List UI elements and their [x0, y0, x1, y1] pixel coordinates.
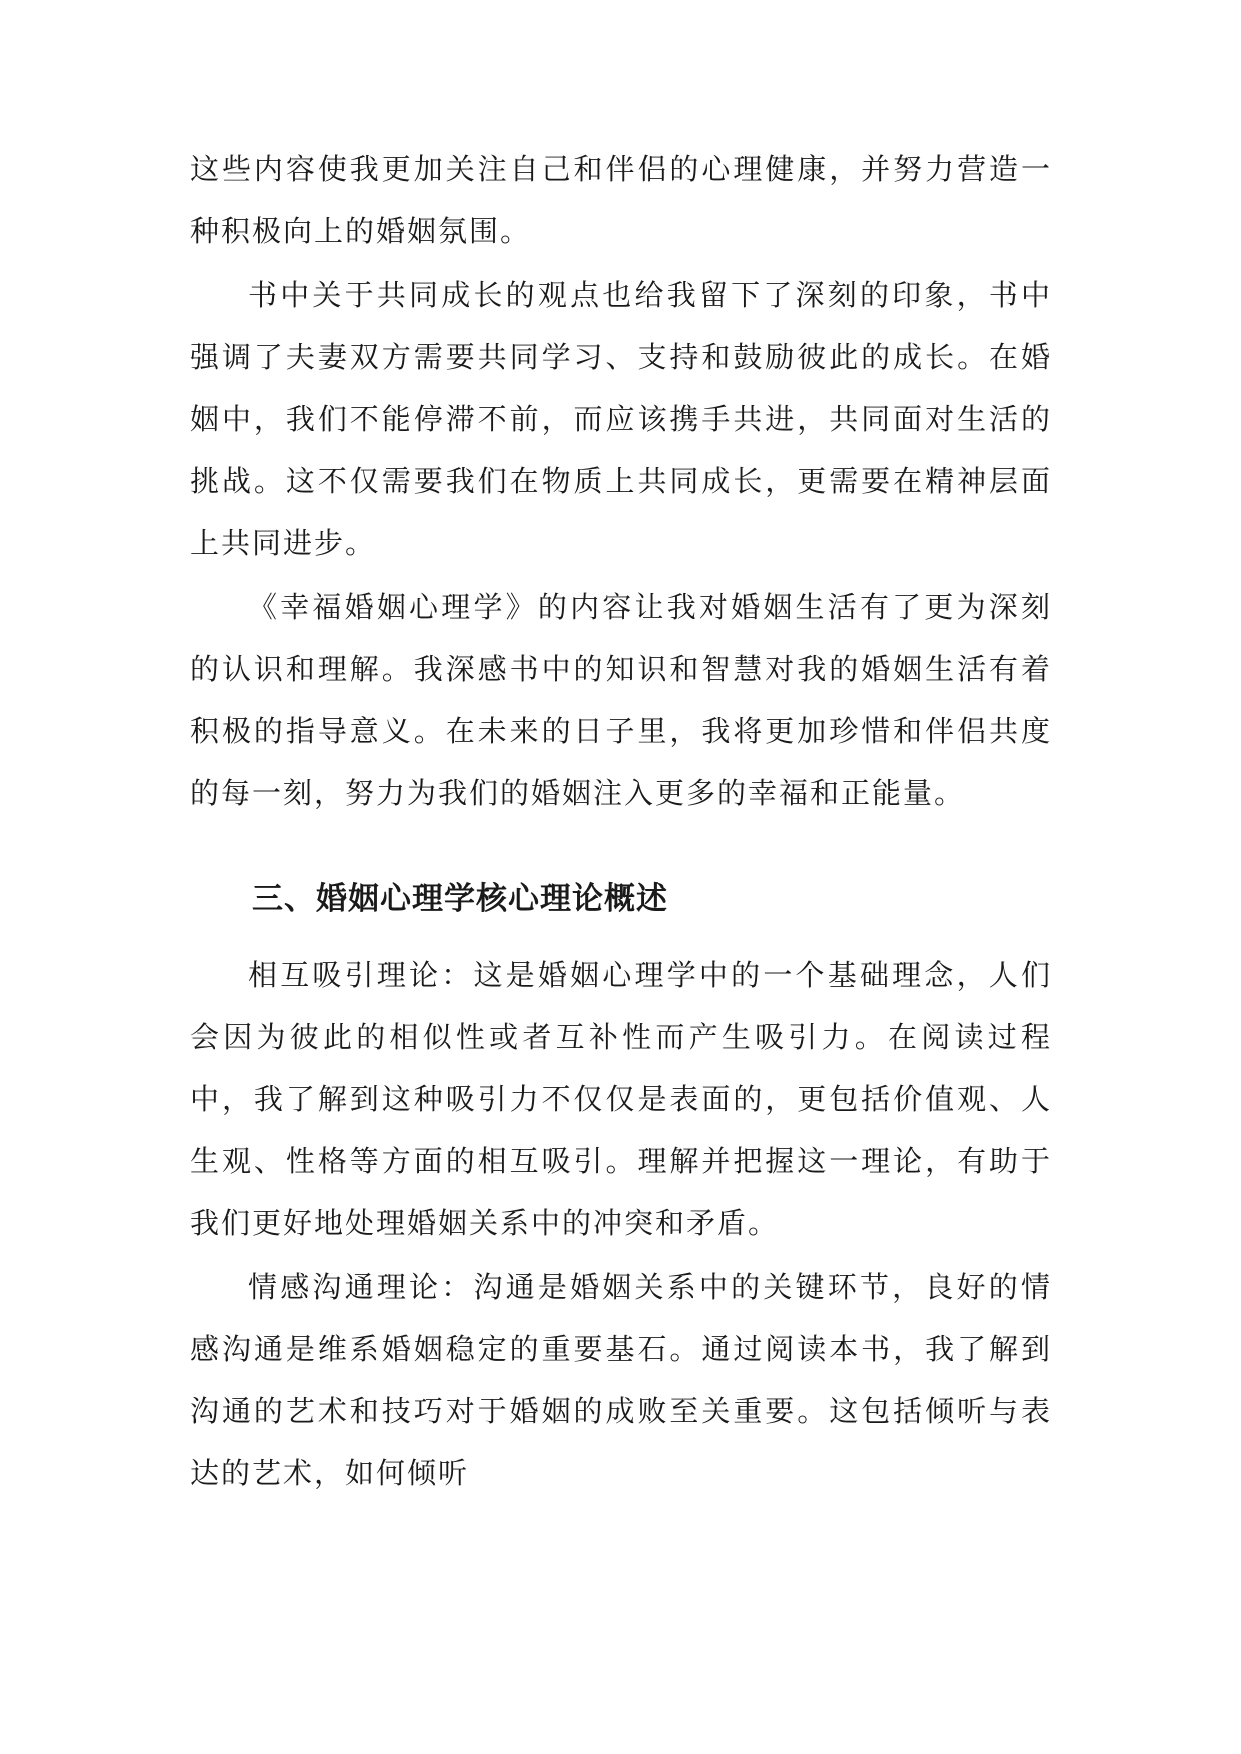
paragraph-book-reflection: 《幸福婚姻心理学》的内容让我对婚姻生活有了更为深刻的认识和理解。我深感书中的知识和智慧对我的婚姻生活有着积极的指导意义。在未来的日子里，我将更加珍惜和伴侣共度的每一刻，努力为我们的婚姻注入更多的幸福和正能量。	[190, 590, 1052, 810]
paragraph-communication-theory: 情感沟通理论：沟通是婚姻关系中的关键环节，良好的情感沟通是维系婚姻稳定的重要基石。通过阅读本书，我了解到沟通的艺术和技巧对于婚姻的成败至关重要。这包括倾听与表达的艺术，如何倾听	[190, 1270, 1052, 1490]
section-heading: 三、婚姻心理学核心理论概述	[252, 881, 668, 917]
document-body	[190, 138, 1052, 1504]
paragraph-shared-growth: 书中关于共同成长的观点也给我留下了深刻的印象，书中强调了夫妻双方需要共同学习、支持和鼓励彼此的成长。在婚姻中，我们不能停滞不前，而应该携手共进，共同面对生活的挑战。这不仅需要我们在物质上共同成长，更需要在精神层面上共同进步。	[190, 278, 1052, 560]
paragraph-continued: 这些内容使我更加关注自己和伴侣的心理健康，并努力营造一种积极向上的婚姻氛围。	[190, 152, 1052, 248]
paragraph-attraction-theory: 相互吸引理论：这是婚姻心理学中的一个基础理念，人们会因为彼此的相似性或者互补性而产生吸引力。在阅读过程中，我了解到这种吸引力不仅仅是表面的，更包括价值观、人生观、性格等方面的相互吸引。理解并把握这一理论，有助于我们更好地处理婚姻关系中的冲突和矛盾。	[190, 958, 1052, 1240]
